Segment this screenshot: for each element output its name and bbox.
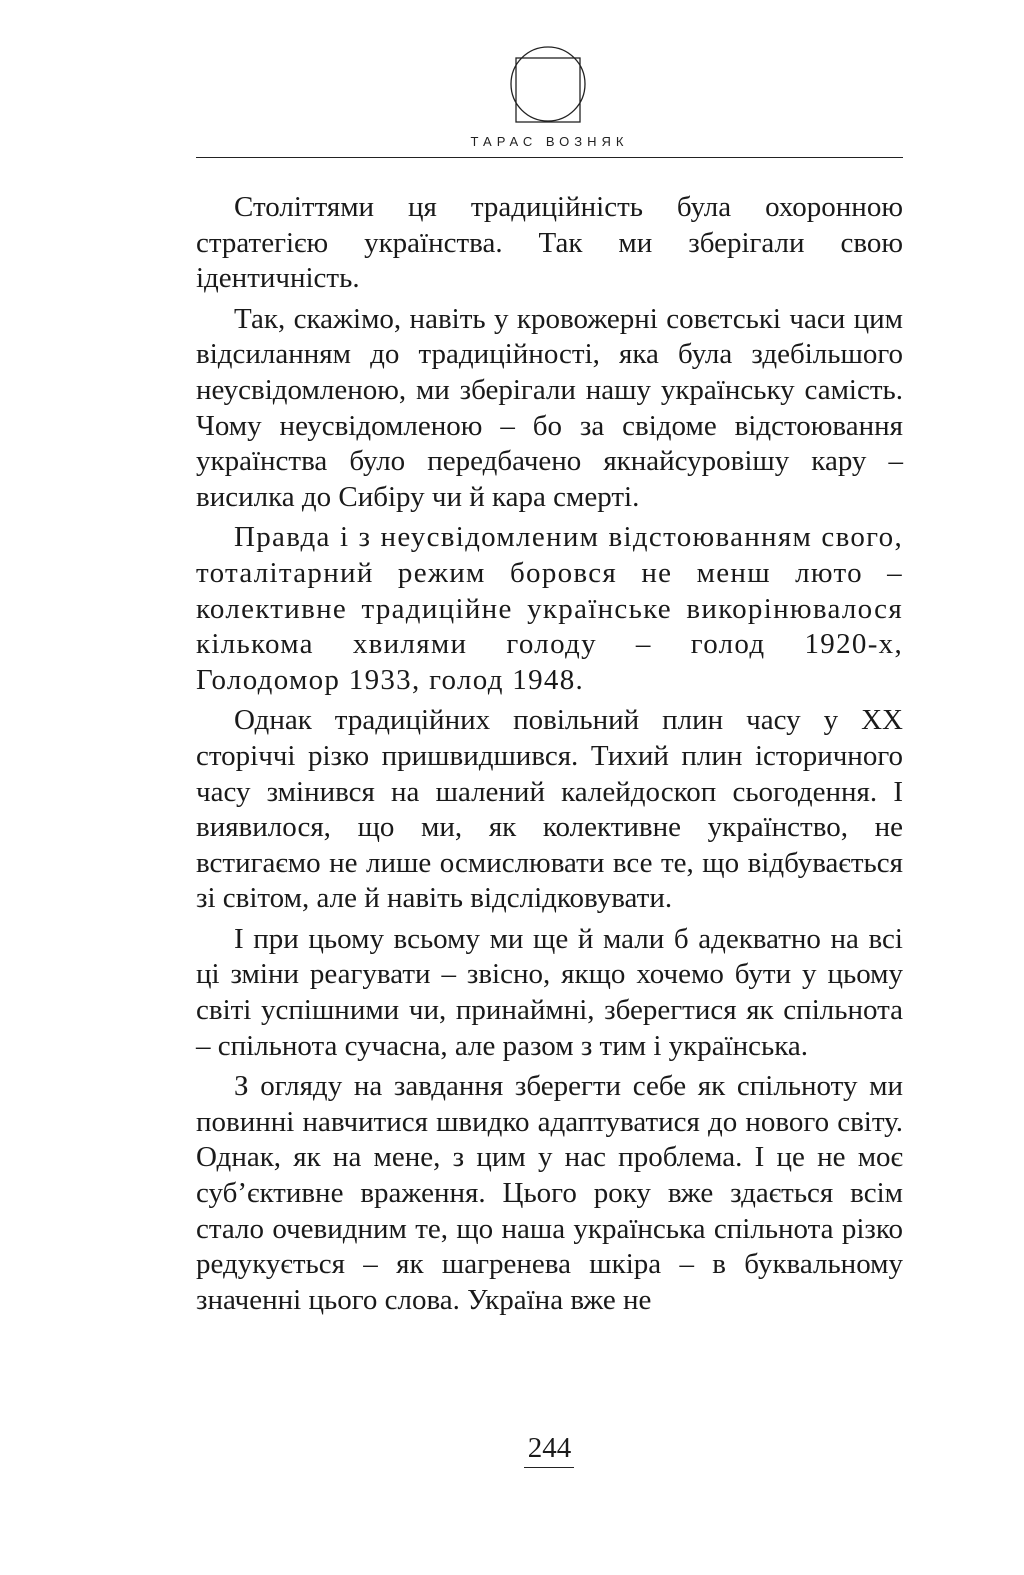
paragraph-1: Століттями ця традиційність була охоронною стратегією українства. Так ми зберігали свою ідентичність. bbox=[196, 191, 903, 295]
running-header-author: ТАРАС ВОЗНЯК bbox=[470, 134, 629, 149]
page-number-underline bbox=[524, 1467, 574, 1468]
paragraph-5: І при цьому всьому ми ще й мали б адекватно на всі ці зміни реагувати – звісно, якщо хочемо бути у цьому світі успішними чи, принаймні, зберегтися як спільнота – спільнота сучасна, але разом з тим і українська. bbox=[196, 922, 903, 1062]
paragraph-4: Однак традиційних повільний плин часу у XX сторіччі різко пришвидшився. Тихий плин історичного часу змінився на шалений калейдоскоп сьогодення. І виявилося, що ми, як колективне українство, не встигаємо не лише осмислювати все те, що відбувається зі світом, але й навіть відслідковувати. bbox=[196, 704, 903, 915]
header-divider bbox=[196, 157, 903, 158]
circle-square-emblem-icon bbox=[508, 44, 588, 124]
paragraph-6: З огляду на завдання зберегти себе як спільноту ми повинні навчитися швидко адаптуватися до нового світу. Однак, як на мене, з цим у нас проблема. І це не моє суб’єктивне враження. Цього року вже здається всім стало очевидним те, що наша українська спільнота різко редукується – як шагренева шкіра – в буквальному значенні цього слова. Україна вже не bbox=[196, 1070, 903, 1316]
page-number: 244 bbox=[527, 1432, 572, 1464]
body-text bbox=[196, 190, 903, 1323]
paragraph-3: Правда і з неусвідомленим відстоюванням свого, тоталітарний режим боровся не менш люто – колективне традиційне українське викорінювалося кількома хвилями голоду – голод 1920-х, Голодомор 1933, голод 1948. bbox=[196, 521, 903, 696]
paragraph-2: Так, скажімо, навіть у кровожерні совєтські часи цим відсиланням до традиційності, яка була здебільшого неусвідомленою, ми зберігали нашу українську самість. Чому неусвідомленою – бо за свідоме відстоювання українства було передбачено якнайсуровішу кару – висилка до Сибіру чи й кара смерті. bbox=[196, 302, 903, 513]
